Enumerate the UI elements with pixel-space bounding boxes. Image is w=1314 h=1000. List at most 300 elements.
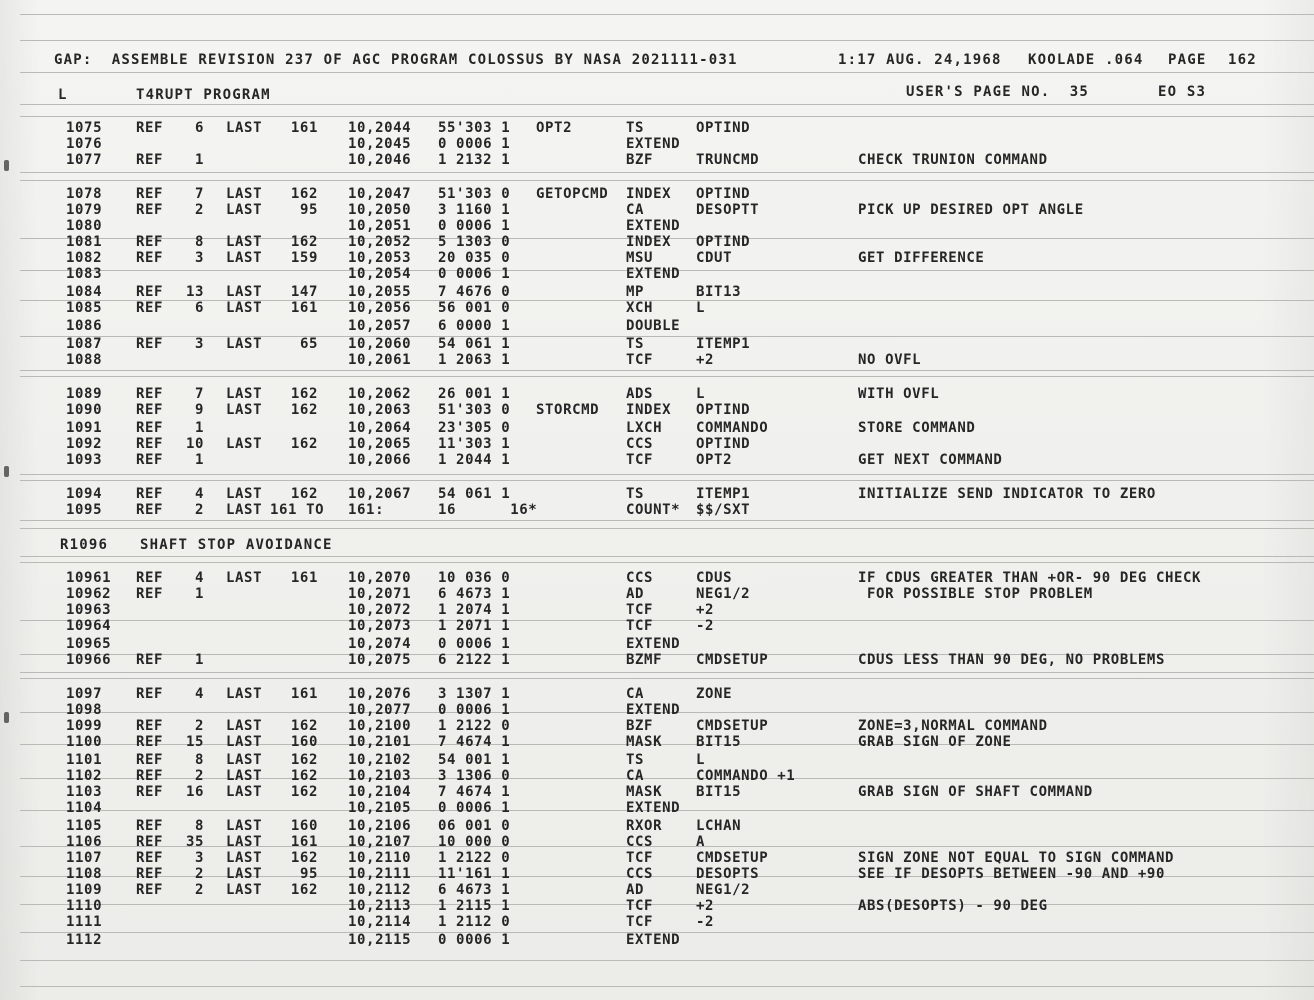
ref-count: 6	[194, 300, 204, 316]
listing-row	[0, 752, 1314, 768]
subsection-title: SHAFT STOP AVOIDANCE	[140, 537, 333, 553]
last-keyword: LAST	[226, 486, 263, 502]
last-keyword: LAST	[226, 734, 263, 750]
operand: +2	[696, 352, 715, 368]
listing-row	[0, 284, 1314, 300]
octal-code: 6 0000 1	[438, 318, 511, 334]
octal-code: 1 2132 1	[438, 152, 511, 168]
opcode: ADS	[626, 386, 654, 402]
operand: $$/SXT	[696, 502, 751, 518]
listing-row	[0, 800, 1314, 816]
line-number: 1110	[66, 898, 103, 914]
opcode: EXTEND	[626, 702, 681, 718]
octal-code: 1 2122 0	[438, 718, 511, 734]
line-number: 10964	[66, 618, 112, 634]
line-number: 1082	[66, 250, 103, 266]
line-number: 1087	[66, 336, 103, 352]
operand: CMDSETUP	[696, 652, 769, 668]
ref-count: 2	[194, 202, 204, 218]
last-keyword: LAST	[226, 570, 263, 586]
line-number: 1085	[66, 300, 103, 316]
address: 10,2105	[348, 800, 412, 816]
ref-keyword: REF	[136, 652, 164, 668]
octal-code: 3 1306 0	[438, 768, 511, 784]
line-number: 1092	[66, 436, 103, 452]
eo-code: EO S3	[1158, 84, 1207, 100]
operand: OPTIND	[696, 120, 751, 136]
ref-keyword: REF	[136, 186, 164, 202]
line-number: 1076	[66, 136, 103, 152]
opcode: RXOR	[626, 818, 663, 834]
operand: LCHAN	[696, 818, 742, 834]
opcode: CCS	[626, 834, 654, 850]
listing-row	[0, 618, 1314, 634]
opcode: TCF	[626, 898, 654, 914]
octal-code: 0 0006 1	[438, 932, 511, 948]
ref-count: 8	[194, 234, 204, 250]
last-page: 162	[290, 768, 318, 784]
ruled-line	[20, 116, 1314, 117]
operand: +2	[696, 602, 715, 618]
comment: GRAB SIGN OF ZONE	[858, 734, 1012, 750]
ref-count: 1	[194, 452, 204, 468]
last-keyword: LAST	[226, 768, 263, 784]
ruled-line	[20, 40, 1314, 41]
page-label: PAGE	[1168, 52, 1207, 68]
opcode: MASK	[626, 784, 663, 800]
octal-code: 1 2063 1	[438, 352, 511, 368]
listing-row	[0, 300, 1314, 316]
ref-count: 1	[194, 420, 204, 436]
comment: ABS(DESOPTS) - 90 DEG	[858, 898, 1048, 914]
opcode: EXTEND	[626, 136, 681, 152]
octal-code: 0 0006 1	[438, 136, 511, 152]
ref-keyword: REF	[136, 752, 164, 768]
line-number: 1083	[66, 266, 103, 282]
ref-keyword: REF	[136, 284, 164, 300]
listing-row	[0, 784, 1314, 800]
comment: FOR POSSIBLE STOP PROBLEM	[858, 586, 1093, 602]
listing-row	[0, 734, 1314, 750]
operand: NEG1/2	[696, 882, 751, 898]
address: 10,2104	[348, 784, 412, 800]
opcode: BZF	[626, 152, 654, 168]
opcode: TS	[626, 486, 645, 502]
operand: CDUT	[696, 250, 733, 266]
ref-count: 7	[194, 186, 204, 202]
address: 10,2070	[348, 570, 412, 586]
last-keyword: LAST	[226, 866, 263, 882]
opcode: TCF	[626, 850, 654, 866]
line-number: 1099	[66, 718, 103, 734]
listing-row	[0, 818, 1314, 834]
comment: INITIALIZE SEND INDICATOR TO ZERO	[858, 486, 1156, 502]
octal-code: 1 2115 1	[438, 898, 511, 914]
last-page: 147	[290, 284, 318, 300]
ref-count: 7	[194, 386, 204, 402]
opcode: TS	[626, 120, 645, 136]
octal-code: 6 4673 1	[438, 882, 511, 898]
address: 10,2103	[348, 768, 412, 784]
opcode: TCF	[626, 352, 654, 368]
address: 10,2061	[348, 352, 412, 368]
line-number: 10965	[66, 636, 112, 652]
users-page-number: USER'S PAGE NO. 35	[906, 84, 1089, 100]
listing-row	[0, 866, 1314, 882]
line-number: 1097	[66, 686, 103, 702]
listing-row	[0, 234, 1314, 250]
log-code: L	[58, 87, 68, 103]
ref-count: 1	[194, 152, 204, 168]
comment: NO OVFL	[858, 352, 922, 368]
last-page: 162	[290, 718, 318, 734]
opcode: TCF	[626, 452, 654, 468]
line-number: 1091	[66, 420, 103, 436]
address: 10,2051	[348, 218, 412, 234]
octal-code: 1 2044 1	[438, 452, 511, 468]
octal-code: 1 2071 1	[438, 618, 511, 634]
listing-row	[0, 336, 1314, 352]
listing-row	[0, 834, 1314, 850]
ref-count: 4	[194, 686, 204, 702]
operand: A	[696, 834, 706, 850]
octal-code: 6 4673 1	[438, 586, 511, 602]
ref-keyword: REF	[136, 734, 164, 750]
comment: GET DIFFERENCE	[858, 250, 985, 266]
address: 10,2053	[348, 250, 412, 266]
ref-count: 1	[194, 586, 204, 602]
line-number: 1105	[66, 818, 103, 834]
opcode: XCH	[626, 300, 654, 316]
line-number: 1093	[66, 452, 103, 468]
address: 10,2075	[348, 652, 412, 668]
ref-count: 2	[194, 882, 204, 898]
address: 10,2114	[348, 914, 412, 930]
line-number: 10962	[66, 586, 112, 602]
opcode: TCF	[626, 618, 654, 634]
operand: COMMANDO	[696, 420, 769, 436]
ref-count: 16	[185, 784, 204, 800]
last-page: 162	[290, 386, 318, 402]
operand: OPTIND	[696, 186, 751, 202]
line-number: 1098	[66, 702, 103, 718]
octal-code: 54 061 1	[438, 336, 511, 352]
address: 10,2055	[348, 284, 412, 300]
ref-keyword: REF	[136, 502, 164, 518]
listing-row	[0, 570, 1314, 586]
listing-row	[0, 202, 1314, 218]
last-keyword: LAST	[226, 502, 263, 518]
ref-count: 6	[194, 120, 204, 136]
ruled-line	[20, 376, 1314, 377]
octal-code: 3 1307 1	[438, 686, 511, 702]
last-keyword: LAST	[226, 120, 263, 136]
octal-code: 51'303 0	[438, 186, 511, 202]
ruled-line	[20, 672, 1314, 673]
comment: SEE IF DESOPTS BETWEEN -90 AND +90	[858, 866, 1165, 882]
ruled-line	[20, 104, 1314, 105]
opcode: TCF	[626, 602, 654, 618]
octal-code: 1 2074 1	[438, 602, 511, 618]
listing-row	[0, 402, 1314, 418]
operand: BIT15	[696, 734, 742, 750]
octal-code: 1 2112 0	[438, 914, 511, 930]
symbol-label: STORCMD	[536, 402, 600, 418]
symbol-label: OPT2	[536, 120, 573, 136]
octal-code: 20 035 0	[438, 250, 511, 266]
listing-row	[0, 266, 1314, 282]
last-page: 161	[290, 686, 318, 702]
opcode: AD	[626, 882, 645, 898]
octal-code: 51'303 0	[438, 402, 511, 418]
operand: OPTIND	[696, 402, 751, 418]
last-page: 162	[290, 850, 318, 866]
ruled-line	[20, 528, 1314, 529]
operand: NEG1/2	[696, 586, 751, 602]
comment: ZONE=3,NORMAL COMMAND	[858, 718, 1048, 734]
last-keyword: LAST	[226, 436, 263, 452]
ruled-line	[20, 474, 1314, 475]
address: 10,2063	[348, 402, 412, 418]
address: 10,2112	[348, 882, 412, 898]
listing-row	[0, 250, 1314, 266]
opcode: COUNT*	[626, 502, 681, 518]
line-number: 1107	[66, 850, 103, 866]
opcode: BZF	[626, 718, 654, 734]
octal-code: 7 4676 0	[438, 284, 511, 300]
ref-keyword: REF	[136, 420, 164, 436]
last-page: 162	[290, 752, 318, 768]
line-number: 1081	[66, 234, 103, 250]
octal-code: 0 0006 1	[438, 218, 511, 234]
line-number: 1108	[66, 866, 103, 882]
listing-row	[0, 502, 1314, 518]
assembly-timestamp: 1:17 AUG. 24,1968	[838, 52, 1002, 68]
line-number: 1089	[66, 386, 103, 402]
octal-code: 7 4674 1	[438, 784, 511, 800]
ref-keyword: REF	[136, 234, 164, 250]
listing-row	[0, 768, 1314, 784]
octal-code: 23'305 0	[438, 420, 511, 436]
listing-row	[0, 914, 1314, 930]
address: 10,2115	[348, 932, 412, 948]
last-page: 159	[290, 250, 318, 266]
comment: PICK UP DESIRED OPT ANGLE	[858, 202, 1084, 218]
ref-count: 4	[194, 570, 204, 586]
line-number: 1094	[66, 486, 103, 502]
octal-code: 7 4674 1	[438, 734, 511, 750]
address: 10,2077	[348, 702, 412, 718]
listing-row	[0, 186, 1314, 202]
listing-row	[0, 686, 1314, 702]
ref-keyword: REF	[136, 386, 164, 402]
line-number: 1086	[66, 318, 103, 334]
comment: IF CDUS GREATER THAN +OR- 90 DEG CHECK	[858, 570, 1202, 586]
last-page: 162	[290, 784, 318, 800]
comment: GRAB SIGN OF SHAFT COMMAND	[858, 784, 1093, 800]
address: 10,2113	[348, 898, 412, 914]
last-keyword: LAST	[226, 834, 263, 850]
address: 10,2111	[348, 866, 412, 882]
last-page: 161	[290, 120, 318, 136]
ruled-line	[20, 678, 1314, 679]
opcode: MSU	[626, 250, 654, 266]
octal-code: 10 036 0	[438, 570, 511, 586]
ref-count: 8	[194, 752, 204, 768]
ref-keyword: REF	[136, 718, 164, 734]
opcode: EXTEND	[626, 218, 681, 234]
octal-code: 5 1303 0	[438, 234, 511, 250]
operand: DESOPTT	[696, 202, 760, 218]
line-number: 1106	[66, 834, 103, 850]
listing-row	[0, 718, 1314, 734]
opcode: EXTEND	[626, 932, 681, 948]
last-page: 160	[290, 734, 318, 750]
ref-keyword: REF	[136, 152, 164, 168]
opcode: INDEX	[626, 186, 672, 202]
address: 10,2072	[348, 602, 412, 618]
last-page: 95	[299, 202, 318, 218]
opcode: CCS	[626, 866, 654, 882]
ref-count: 2	[194, 768, 204, 784]
listing-row	[0, 636, 1314, 652]
line-number: 1078	[66, 186, 103, 202]
ref-count: 13	[185, 284, 204, 300]
comment: CHECK TRUNION COMMAND	[858, 152, 1048, 168]
last-page: 162	[290, 882, 318, 898]
address: 10,2044	[348, 120, 412, 136]
opcode: EXTEND	[626, 800, 681, 816]
operand: BIT15	[696, 784, 742, 800]
ref-keyword: REF	[136, 402, 164, 418]
ref-count: 3	[194, 336, 204, 352]
octal-code: 1 2122 0	[438, 850, 511, 866]
last-page: 95	[299, 866, 318, 882]
operand: OPT2	[696, 452, 733, 468]
listing-row	[0, 120, 1314, 136]
operand: BIT13	[696, 284, 742, 300]
opcode: AD	[626, 586, 645, 602]
address: 10,2047	[348, 186, 412, 202]
ref-keyword: REF	[136, 202, 164, 218]
address: 10,2060	[348, 336, 412, 352]
address: 10,2045	[348, 136, 412, 152]
opcode: CCS	[626, 570, 654, 586]
ruled-line	[20, 172, 1314, 173]
listing-row	[0, 586, 1314, 602]
opcode: LXCH	[626, 420, 663, 436]
comment: SIGN ZONE NOT EQUAL TO SIGN COMMAND	[858, 850, 1175, 866]
opcode: CA	[626, 202, 645, 218]
octal-code: 16 16*	[438, 502, 538, 518]
line-number: 1090	[66, 402, 103, 418]
ruled-line	[20, 180, 1314, 181]
octal-code: 0 0006 1	[438, 800, 511, 816]
octal-code: 0 0006 1	[438, 636, 511, 652]
ruled-line	[20, 556, 1314, 557]
last-keyword: LAST	[226, 250, 263, 266]
operand: DESOPTS	[696, 866, 760, 882]
address: 10,2067	[348, 486, 412, 502]
listing-row	[0, 452, 1314, 468]
ref-keyword: REF	[136, 818, 164, 834]
operand: CMDSETUP	[696, 718, 769, 734]
address: 10,2071	[348, 586, 412, 602]
last-page: 161 TO	[270, 502, 325, 518]
ruled-line	[20, 14, 1314, 15]
opcode: EXTEND	[626, 636, 681, 652]
octal-code: 3 1160 1	[438, 202, 511, 218]
listing-row	[0, 882, 1314, 898]
last-keyword: LAST	[226, 752, 263, 768]
opcode: MASK	[626, 734, 663, 750]
address: 10,2102	[348, 752, 412, 768]
address: 10,2065	[348, 436, 412, 452]
opcode: TS	[626, 752, 645, 768]
opcode: CA	[626, 686, 645, 702]
ref-count: 15	[185, 734, 204, 750]
listing-row	[0, 420, 1314, 436]
ref-keyword: REF	[136, 452, 164, 468]
octal-code: 10 000 0	[438, 834, 511, 850]
listing-row	[0, 218, 1314, 234]
ref-keyword: REF	[136, 436, 164, 452]
line-number: 1111	[66, 914, 103, 930]
ref-keyword: REF	[136, 586, 164, 602]
last-keyword: LAST	[226, 202, 263, 218]
symbol-label: GETOPCMD	[536, 186, 609, 202]
last-page: 162	[290, 186, 318, 202]
comment: GET NEXT COMMAND	[858, 452, 1003, 468]
ref-keyword: REF	[136, 768, 164, 784]
last-keyword: LAST	[226, 300, 263, 316]
ref-count: 3	[194, 250, 204, 266]
ref-count: 2	[194, 718, 204, 734]
line-number: 1079	[66, 202, 103, 218]
octal-code: 55'303 1	[438, 120, 511, 136]
line-number: 10966	[66, 652, 112, 668]
line-number: 1109	[66, 882, 103, 898]
ruled-line	[20, 72, 1314, 73]
operand: COMMANDO +1	[696, 768, 796, 784]
address: 10,2054	[348, 266, 412, 282]
address: 10,2074	[348, 636, 412, 652]
ref-count: 8	[194, 818, 204, 834]
ruled-line	[20, 986, 1314, 987]
last-page: 161	[290, 570, 318, 586]
opcode: INDEX	[626, 402, 672, 418]
ref-count: 1	[194, 652, 204, 668]
address: 10,2062	[348, 386, 412, 402]
opcode: CA	[626, 768, 645, 784]
last-keyword: LAST	[226, 784, 263, 800]
ruled-line	[20, 960, 1314, 961]
octal-code: 0 0006 1	[438, 702, 511, 718]
ref-keyword: REF	[136, 250, 164, 266]
ref-count: 3	[194, 850, 204, 866]
ref-count: 2	[194, 502, 204, 518]
last-keyword: LAST	[226, 850, 263, 866]
address: 10,2056	[348, 300, 412, 316]
ref-keyword: REF	[136, 784, 164, 800]
page-number: 162	[1228, 52, 1257, 68]
ruled-line	[20, 480, 1314, 481]
operand: -2	[696, 618, 715, 634]
opcode: DOUBLE	[626, 318, 681, 334]
address: 10,2100	[348, 718, 412, 734]
subsection-code: R1096	[60, 537, 109, 553]
listing-row	[0, 602, 1314, 618]
